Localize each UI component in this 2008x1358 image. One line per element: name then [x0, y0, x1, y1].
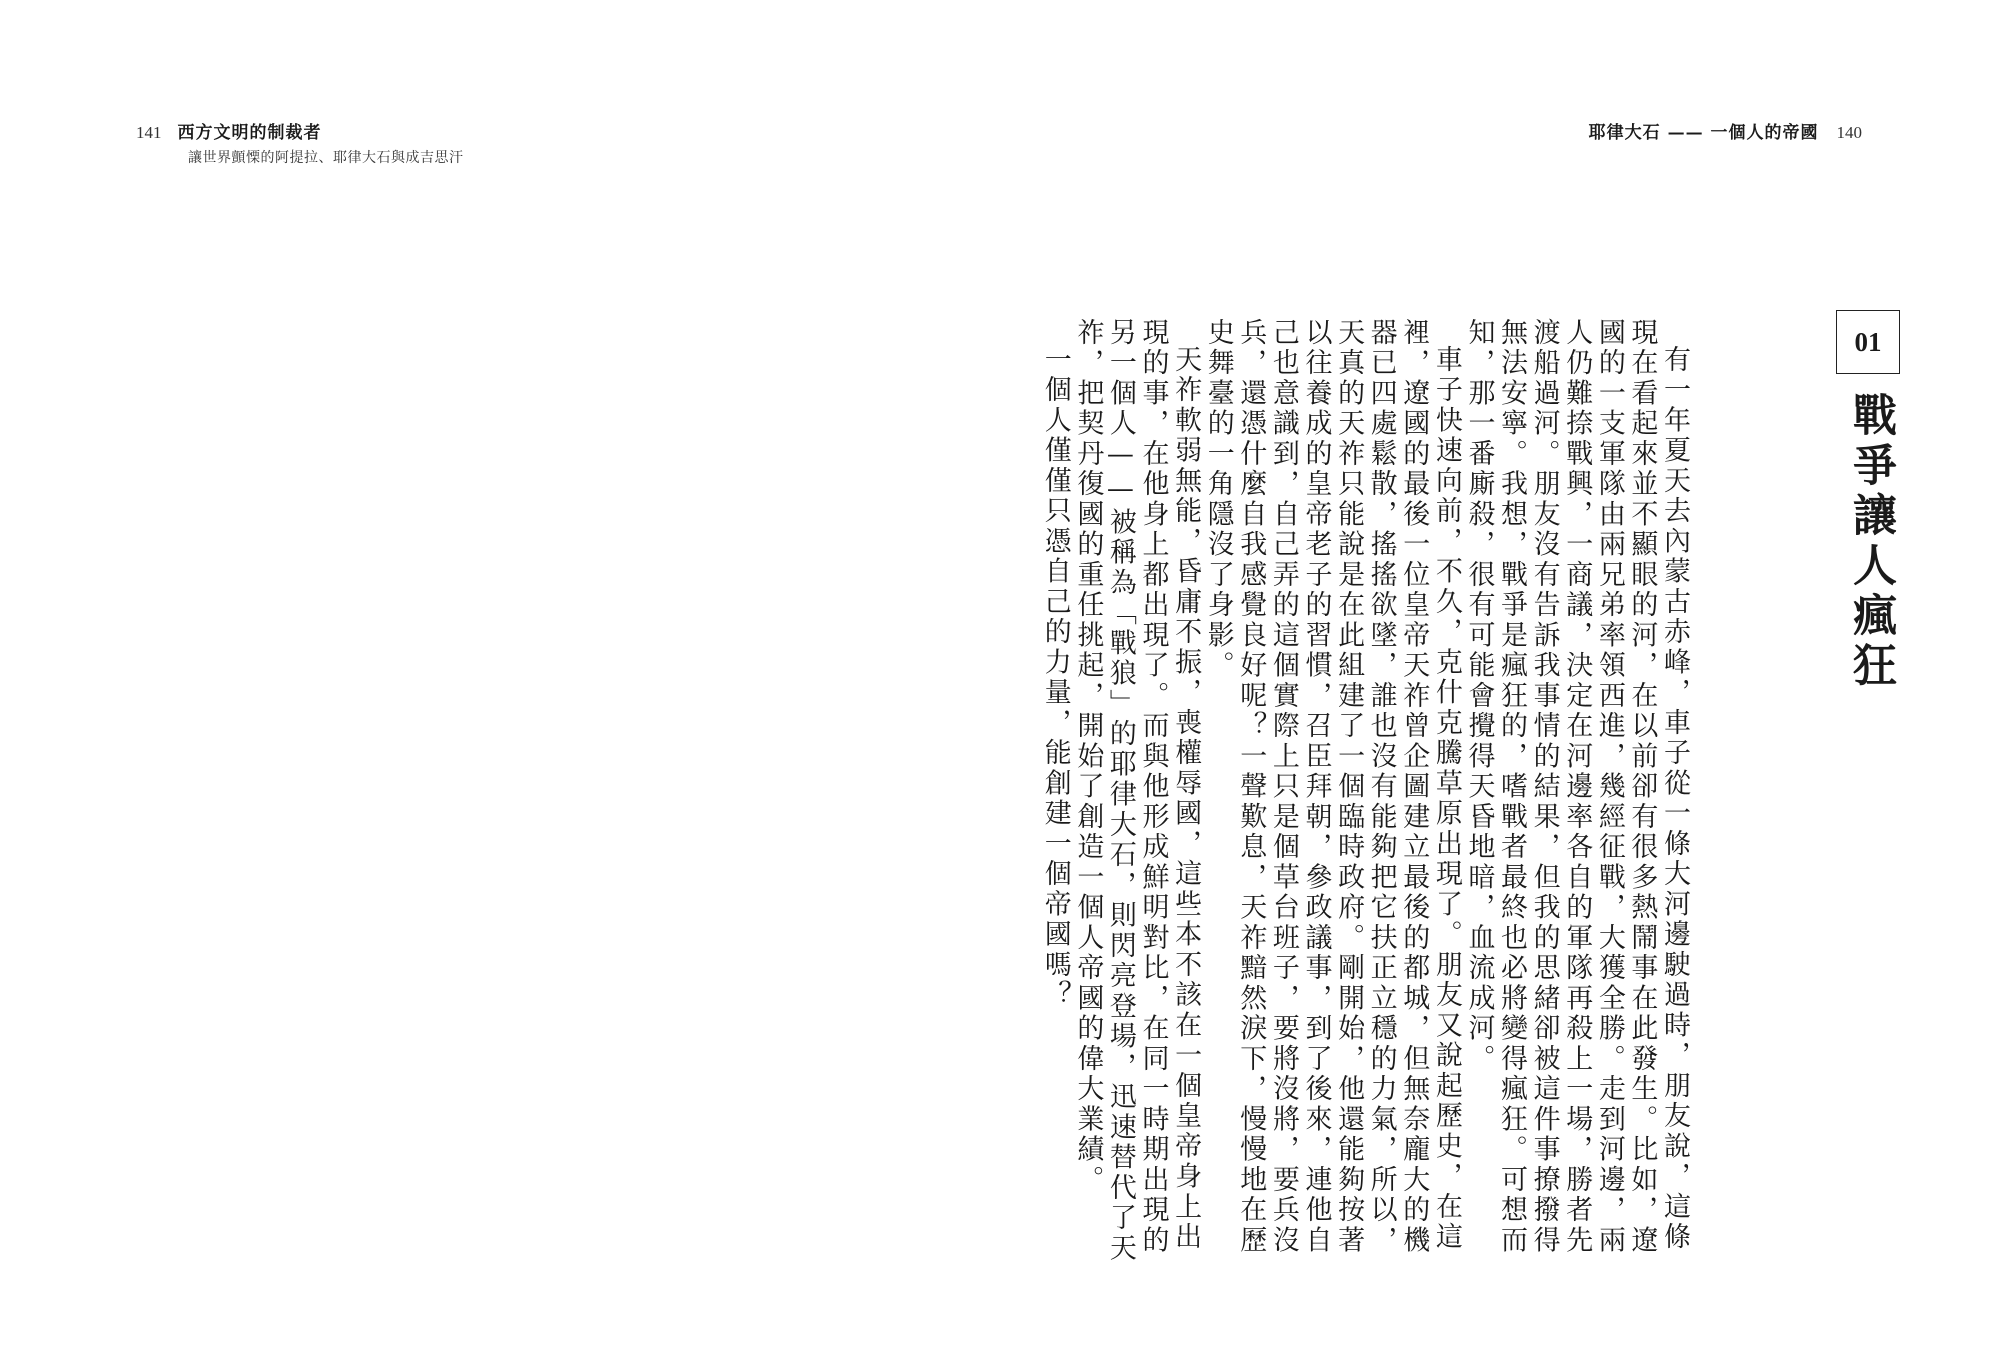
- left-page-header: [136, 118, 464, 167]
- right-page-number: 140: [1836, 123, 1862, 142]
- section-heading: 戰爭讓人瘋狂: [1845, 392, 1896, 692]
- paragraph: 車子快速向前，不久，克什克騰草原出現了。朋友又說起歷史，在這裡，遼國的最後一位皇帝天祚曾企圖建立最後的都城，但無奈龐大的機器已四處鬆散，搖搖欲墜，誰也沒有能夠把它扶正立穩的力氣，所以，天真的天祚只能說是在此組建了一個臨時政府。剛開始，他還能夠按著以往養成的皇帝老子的習慣，召臣拜朝，參政議事，到了後來，連他自己也意識到，自己弄的這個實際上只是個草台班子，要將沒將，要兵沒兵，還憑什麼自我感覺良好呢？一聲歎息，天祚黯然淚下，慢慢地在歷史舞臺的一角隱沒了身影。: [1202, 318, 1462, 1256]
- book-subtitle: 讓世界顫慄的阿提拉、耶律大石與成吉思汗: [188, 150, 464, 166]
- left-page-number: 141: [136, 123, 162, 142]
- right-page-header: [1589, 118, 1862, 143]
- body-text: [670, 318, 1690, 1278]
- paragraph: 有一年夏天去內蒙古赤峰，車子從一條大河邊駛過時，朋友說，這條現在看起來並不顯眼的河，在以前卻有很多熱鬧事在此發生。比如，遼國的一支軍隊由兩兄弟率領西進，幾經征戰，大獲全勝。走到河邊，兩人仍難捺戰興，一商議，決定在河邊率各自的軍隊再殺上一場，勝者先渡船過河。朋友沒有告訴我事情的結果，但我的思緒卻被這件事撩撥得無法安寧。我想，戰爭是瘋狂的，嗜戰者最終也必將變得瘋狂。可想而知，那一番廝殺，很有可能會攪得天昏地暗，血流成河。: [1463, 318, 1690, 1256]
- left-header-line: [136, 118, 464, 143]
- chapter-title: 耶律大石 —— 一個人的帝國: [1588, 123, 1819, 143]
- book-title: 西方文明的制裁者: [177, 123, 322, 143]
- section-number-box: 01: [1836, 310, 1900, 374]
- paragraph: 一個人僅僅只憑自己的力量，能創建一個帝國嗎？: [1039, 345, 1071, 1011]
- paragraph: 天祚軟弱無能，昏庸不振，喪權辱國，這些本不該在一個皇帝身上出現的事，在他身上都出現了。而與他形成鮮明對比，在同一時期出現的另一個人——被稱為「戰狼」的耶律大石，則閃亮登場，迅速替代了天祚，把契丹復國的重任挑起，開始了創造一個人帝國的偉大業績。: [1072, 318, 1202, 1264]
